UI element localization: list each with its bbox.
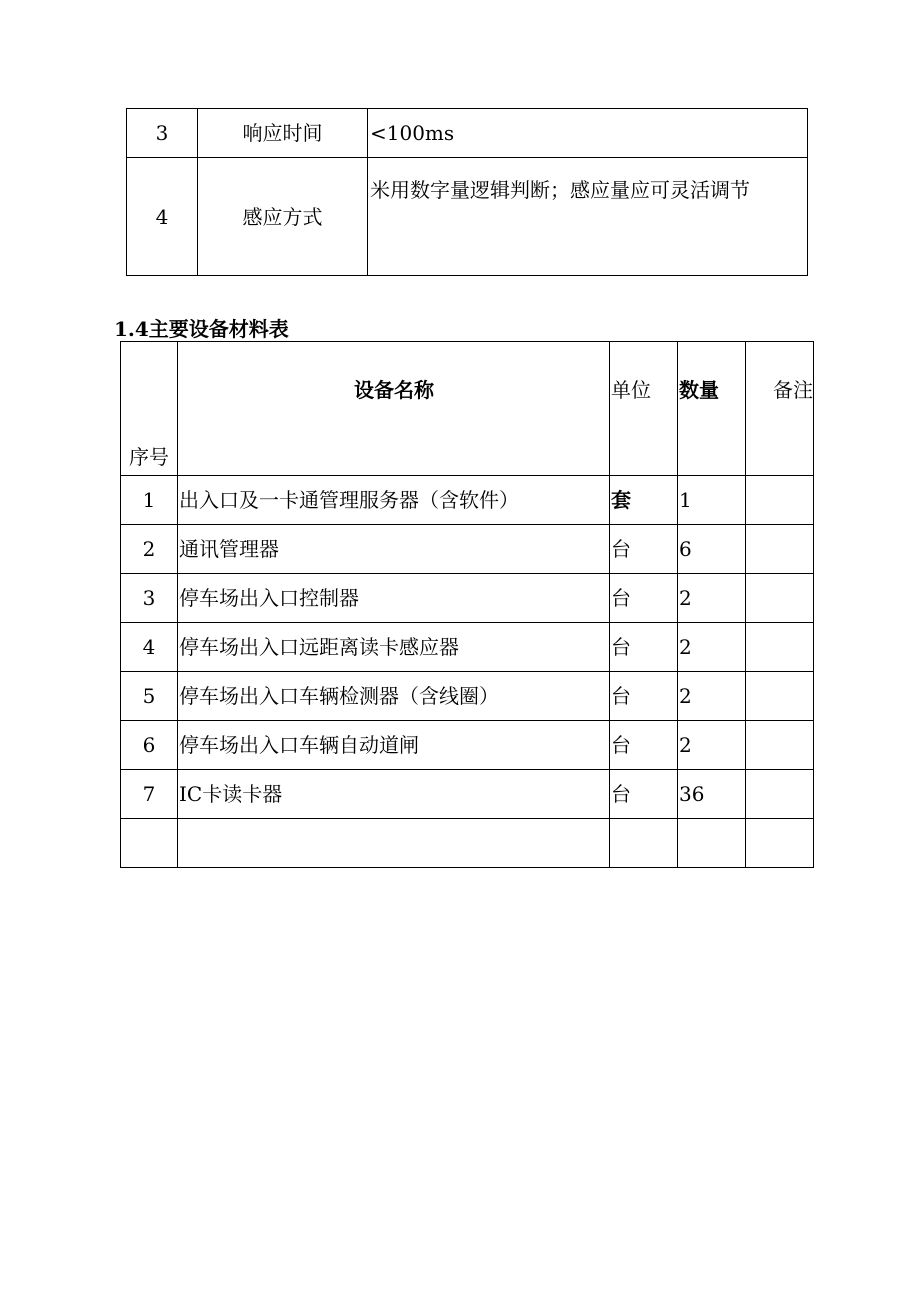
header-note: 备注 bbox=[746, 342, 814, 476]
row-number bbox=[121, 819, 178, 868]
row-number: 2 bbox=[121, 525, 178, 574]
table-row bbox=[121, 819, 814, 868]
row-number: 7 bbox=[121, 770, 178, 819]
row-name: IC卡读卡器 bbox=[178, 770, 610, 819]
table-row bbox=[127, 109, 808, 158]
spec-row-name: 响应时间 bbox=[198, 109, 368, 158]
row-number: 1 bbox=[121, 476, 178, 525]
table-row bbox=[121, 770, 814, 819]
row-quantity: 2 bbox=[678, 574, 746, 623]
row-name: 停车场出入口车辆自动道闸 bbox=[178, 721, 610, 770]
row-note bbox=[746, 574, 814, 623]
table-row bbox=[127, 158, 808, 276]
row-quantity: 6 bbox=[678, 525, 746, 574]
header-unit: 单位 bbox=[610, 342, 678, 476]
table-row bbox=[121, 525, 814, 574]
row-quantity: 1 bbox=[678, 476, 746, 525]
spec-table bbox=[126, 108, 808, 276]
header-quantity: 数量 bbox=[678, 342, 746, 476]
row-note bbox=[746, 525, 814, 574]
spec-row-name: 感应方式 bbox=[198, 158, 368, 276]
row-name: 停车场出入口远距离读卡感应器 bbox=[178, 623, 610, 672]
row-name: 停车场出入口车辆检测器（含线圈） bbox=[178, 672, 610, 721]
row-number: 5 bbox=[121, 672, 178, 721]
row-unit: 台 bbox=[610, 770, 678, 819]
materials-table bbox=[120, 341, 814, 868]
row-number: 4 bbox=[121, 623, 178, 672]
row-note bbox=[746, 623, 814, 672]
spec-row-number: 4 bbox=[127, 158, 198, 276]
row-unit: 套 bbox=[610, 476, 678, 525]
row-name bbox=[178, 819, 610, 868]
table-row bbox=[121, 574, 814, 623]
row-name: 停车场出入口控制器 bbox=[178, 574, 610, 623]
row-name: 出入口及一卡通管理服务器（含软件） bbox=[178, 476, 610, 525]
row-note bbox=[746, 819, 814, 868]
row-quantity: 2 bbox=[678, 623, 746, 672]
row-note bbox=[746, 672, 814, 721]
table-row bbox=[121, 721, 814, 770]
row-unit: 台 bbox=[610, 574, 678, 623]
header-name: 设备名称 bbox=[178, 342, 610, 476]
table-row bbox=[121, 623, 814, 672]
table-row bbox=[121, 476, 814, 525]
row-number: 6 bbox=[121, 721, 178, 770]
row-note bbox=[746, 721, 814, 770]
row-unit: 台 bbox=[610, 672, 678, 721]
spec-row-number: 3 bbox=[127, 109, 198, 158]
row-unit: 台 bbox=[610, 525, 678, 574]
row-name: 通讯管理器 bbox=[178, 525, 610, 574]
row-unit bbox=[610, 819, 678, 868]
table-row bbox=[121, 672, 814, 721]
row-unit: 台 bbox=[610, 721, 678, 770]
row-quantity bbox=[678, 819, 746, 868]
row-quantity: 2 bbox=[678, 672, 746, 721]
spec-row-value: <100ms bbox=[368, 109, 808, 158]
row-number: 3 bbox=[121, 574, 178, 623]
spec-row-value: 米用数字量逻辑判断；感应量应可灵活调节 bbox=[368, 158, 808, 276]
row-unit: 台 bbox=[610, 623, 678, 672]
row-note bbox=[746, 476, 814, 525]
section-heading: 1.4主要设备材料表 bbox=[114, 317, 289, 341]
header-number: 序号 bbox=[121, 342, 178, 476]
table-header-row bbox=[121, 342, 814, 476]
row-note bbox=[746, 770, 814, 819]
row-quantity: 2 bbox=[678, 721, 746, 770]
row-quantity: 36 bbox=[678, 770, 746, 819]
